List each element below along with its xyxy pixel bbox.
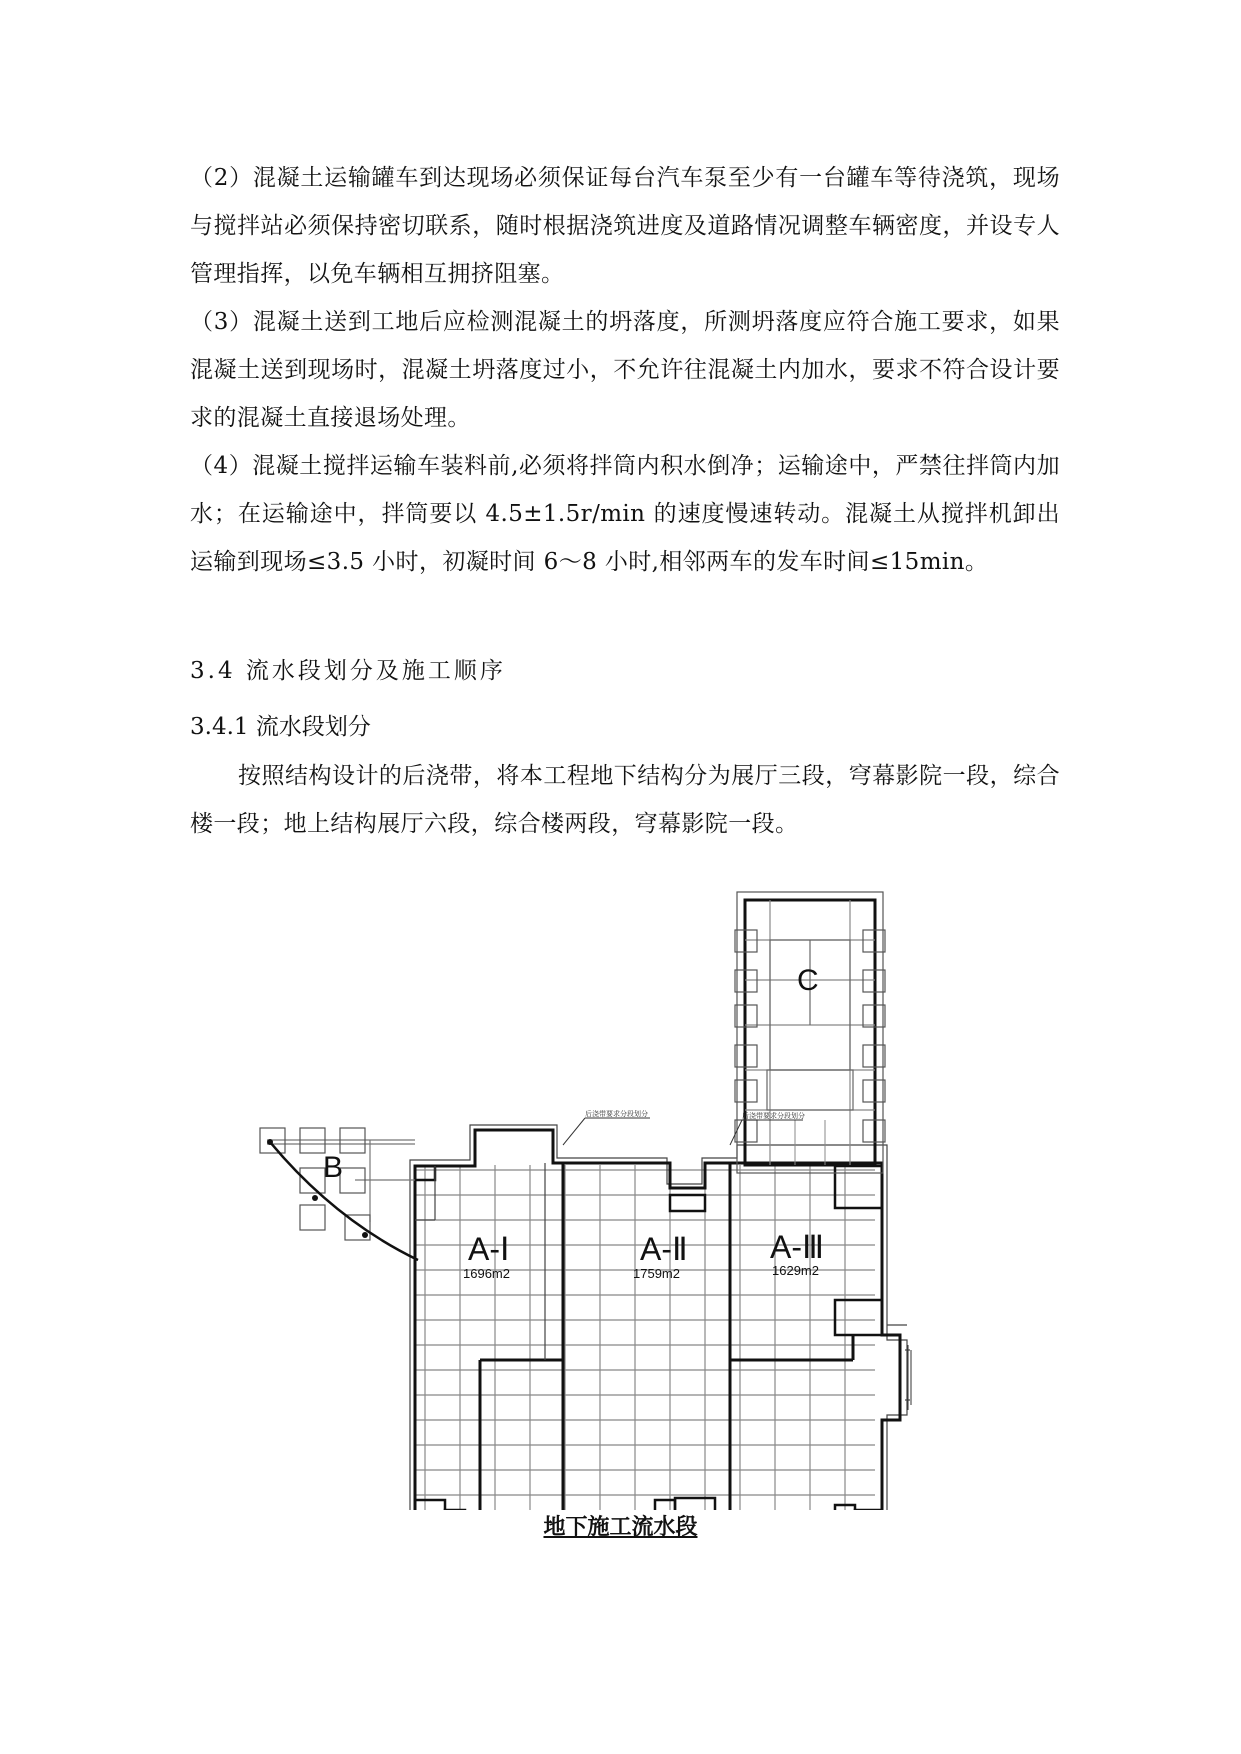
figure-caption: 地下施工流水段 [543,1515,698,1540]
outer-outline [410,1125,907,1510]
paragraph-segment-division: 按照结构设计的后浇带，将本工程地下结构分为展厅三段，穹幕影院一段，综合楼一段；地上结构展厅六段，综合楼两段，穹幕影院一段。 [190,763,1060,837]
paragraph-concrete-transport: （2）混凝土运输罐车到达现场必须保证每台汽车泵至少有一台罐车等待浇筑，现场与搅拌站必须保持密切联系，随时根据浇筑进度及道路情况调整车辆密度，并设专人管理指挥，以免车辆相互拥挤阻塞。 [190,165,1060,287]
zone-b [260,1128,418,1260]
zone-a3-label: A-Ⅲ [770,1229,825,1265]
segment-dividers [480,1163,853,1510]
zone-a3-area: 1629m2 [772,1263,819,1278]
zone-a1-label: A-Ⅰ [468,1231,510,1267]
main-grid [415,1165,875,1510]
zone-a2-label: A-Ⅱ [640,1231,688,1267]
floor-plan-figure [245,870,1015,1510]
paragraph-mixer-truck: （4）混凝土搅拌运输车装料前,必须将拌筒内积水倒净；运输途中，严禁往拌筒内加水；在运输途中，拌筒要以 4.5±1.5r/min 的速度慢速转动。混凝土从搅拌机卸出运输到现场≤3.5 小时，初凝时间 6～8 小时,相邻两车的发车时间≤15min。 [190,453,1060,575]
left-note: 后浇带要求分段划分 [585,1111,648,1118]
paragraph-slump-test: （3）混凝土送到工地后应检测混凝土的坍落度，所测坍落度应符合施工要求，如果混凝土送到现场时，混凝土坍落度过小，不允许往混凝土内加水，要求不符合设计要求的混凝土直接退场处理。 [190,309,1060,431]
inner-rooms [415,1166,882,1510]
zone-a2-area: 1759m2 [633,1266,680,1281]
right-note: 后浇带要求分段划分 [742,1113,805,1120]
zone-a1-area: 1696m2 [463,1266,510,1281]
section-heading: 3.4 流水段划分及施工顺序 [190,658,506,684]
zone-b-label: B [323,1151,344,1184]
note-leaders [563,1118,803,1145]
subsection-heading: 3.4.1 流水段划分 [190,714,371,740]
zone-c-label: C [797,964,819,997]
floor-plan-drawing [245,870,1015,1510]
tower-c [737,892,883,1173]
